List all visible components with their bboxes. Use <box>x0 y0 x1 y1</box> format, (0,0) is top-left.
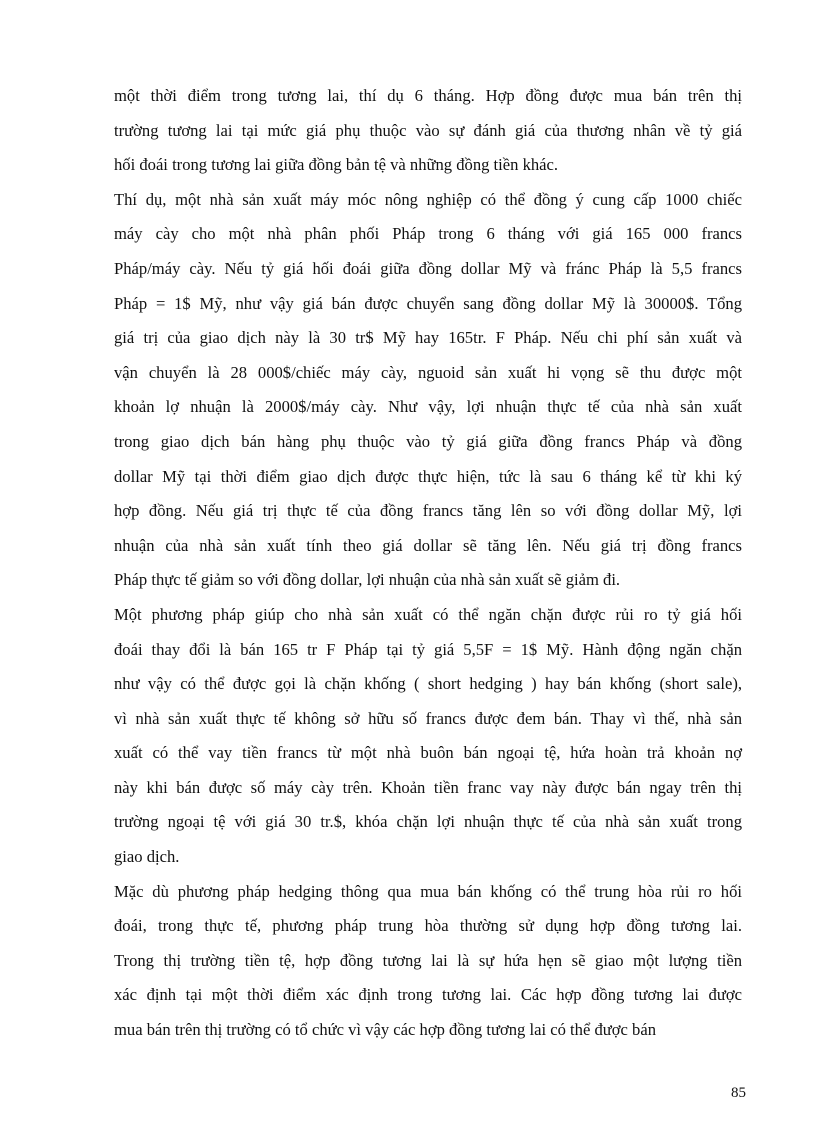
paragraph <box>114 183 742 598</box>
text-line: mua bán trên thị trường có tổ chức vì vậy các hợp đồng tương lai có thể được bán <box>114 1020 657 1040</box>
text-line: trong giao dịch bán hàng phụ thuộc vào tỷ giá giữa đồng francs Pháp và đồng <box>114 431 742 451</box>
page-number: 85 <box>731 1085 746 1101</box>
text-line: Pháp = 1$ Mỹ, như vậy giá bán được chuyển sang đồng dollar Mỹ là 30000$. Tổng <box>114 293 742 313</box>
text-line: hợp đồng. Nếu giá trị thực tế của đồng francs tăng lên so với đồng dollar Mỹ, lợi <box>114 501 742 521</box>
paragraph <box>114 79 742 183</box>
text-line: xuất có thể vay tiền francs từ một nhà buôn bán ngoại tệ, hứa hoàn trả khoản nợ <box>114 743 742 763</box>
text-line: máy cày cho một nhà phân phối Pháp trong 6 tháng với giá 165 000 francs <box>114 224 742 244</box>
text-line: giá trị của giao dịch này là 30 tr$ Mỹ hay 165tr. F Pháp. Nếu chi phí sản xuất và <box>114 328 742 348</box>
text-line: hối đoái trong tương lai giữa đồng bản tệ và những đồng tiền khác. <box>114 155 559 175</box>
text-line: Trong thị trường tiền tệ, hợp đồng tương lai là sự hứa hẹn sẽ giao một lượng tiền <box>114 950 742 970</box>
text-line: như vậy có thể được gọi là chặn khống ( short hedging ) hay bán khống (short sale), <box>114 674 742 694</box>
text-line: Thí dụ, một nhà sản xuất máy móc nông nghiệp có thể đồng ý cung cấp 1000 chiếc <box>114 189 742 209</box>
text-line: vận chuyển là 28 000$/chiếc máy cày, nguoid sản xuất hi vọng sẽ thu được một <box>114 362 742 382</box>
text-line: khoản lợ nhuận là 2000$/máy cày. Như vậy, lợi nhuận thực tế của nhà sản xuất <box>114 397 742 417</box>
text-line: đoái, trong thực tế, phương pháp trung hòa thường sử dụng hợp đồng tương lai. <box>114 916 742 936</box>
text-line: nhuận của nhà sản xuất tính theo giá dollar sẽ tăng lên. Nếu giá trị đồng francs <box>114 535 742 555</box>
text-line: Pháp/máy cày. Nếu tỷ giá hối đoái giữa đồng dollar Mỹ và fránc Pháp là 5,5 francs <box>114 258 742 278</box>
text-line: đoái thay đổi là bán 165 tr F Pháp tại tỷ giá 5,5F = 1$ Mỹ. Hành động ngăn chặn <box>114 639 742 659</box>
document-page <box>114 79 742 1048</box>
text-line: Pháp thực tế giảm so với đồng dollar, lợi nhuận của nhà sản xuất sẽ giảm đi. <box>114 570 621 590</box>
text-line: giao dịch. <box>114 847 180 867</box>
text-line: xác định tại một thời điểm xác định trong tương lai. Các hợp đồng tương lai được <box>114 985 742 1005</box>
paragraph <box>114 875 742 1048</box>
text-line: Mặc dù phương pháp hedging thông qua mua bán khống có thể trung hòa rủi ro hối <box>114 881 742 901</box>
text-line: này khi bán được số máy cày trên. Khoản tiền franc vay này được bán ngay trên thị <box>114 777 742 797</box>
text-line: một thời điểm trong tương lai, thí dụ 6 tháng. Hợp đồng được mua bán trên thị <box>114 86 742 105</box>
text-line: trường ngoại tệ với giá 30 tr.$, khóa chặn lợi nhuận thực tế của nhà sản xuất trong <box>114 812 742 832</box>
text-line: dollar Mỹ tại thời điểm giao dịch được thực hiện, tức là sau 6 tháng kể từ khi ký <box>114 466 742 486</box>
text-line: trường tương lai tại mức giá phụ thuộc vào sự đánh giá của thương nhân về tỷ giá <box>114 120 742 140</box>
paragraph <box>114 598 742 875</box>
text-body <box>114 79 742 1048</box>
text-line: vì nhà sản xuất thực tế không sở hữu số francs được đem bán. Thay vì thế, nhà sản <box>114 708 742 728</box>
text-line: Một phương pháp giúp cho nhà sản xuất có thể ngăn chặn được rủi ro tỷ giá hối <box>114 604 742 624</box>
